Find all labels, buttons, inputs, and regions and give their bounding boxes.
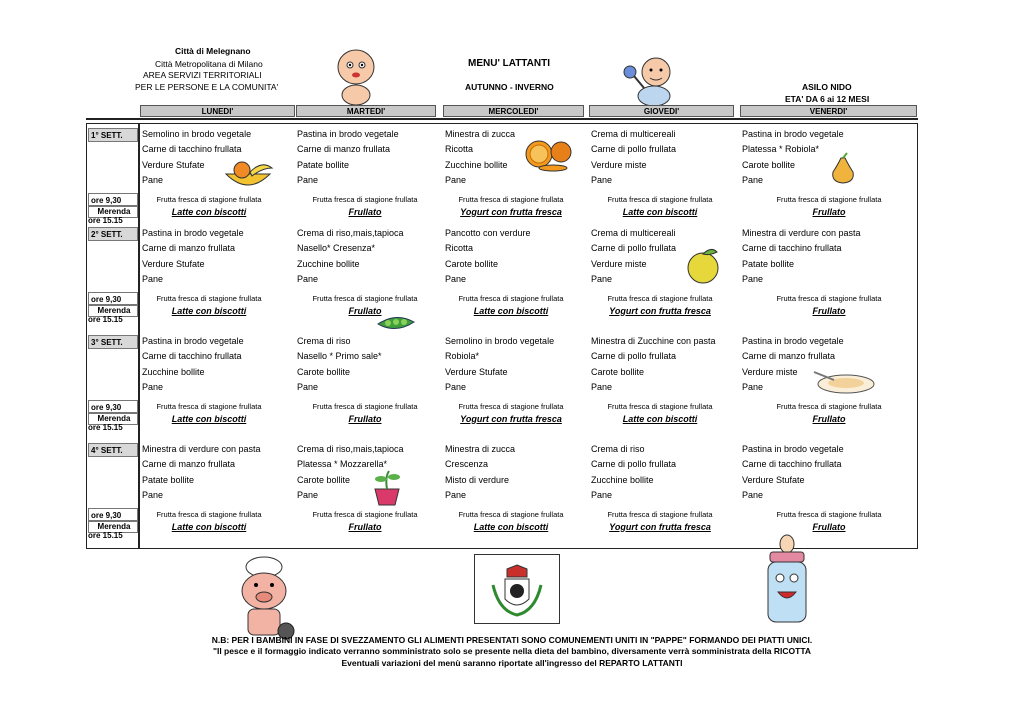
menu-item: Crescenza bbox=[445, 459, 489, 470]
day-header-thu: GIOVEDI' bbox=[589, 105, 734, 117]
time-morning-label: ore 9,30 bbox=[88, 292, 138, 305]
snack-item: Frullato bbox=[348, 305, 382, 316]
baby-bottle-icon bbox=[760, 534, 814, 626]
plate-icon bbox=[812, 368, 876, 396]
menu-item: Pastina in brodo vegetale bbox=[142, 228, 244, 238]
day-header-tue: MARTEDI' bbox=[296, 105, 436, 117]
fruit-item: Frutta fresca di stagione frullata bbox=[312, 509, 418, 519]
city-name: Città di Melegnano bbox=[175, 46, 251, 56]
menu-item: Carne di pollo frullata bbox=[591, 459, 677, 470]
menu-item: Carne di pollo frullata bbox=[591, 144, 677, 155]
menu-item: Minestra di verdure con pasta bbox=[742, 228, 861, 238]
menu-item: Verdure Stufate bbox=[742, 474, 805, 485]
time-afternoon-label: ore 15.15 bbox=[88, 314, 123, 324]
snack-label: Merenda bbox=[88, 413, 138, 425]
menu-item: Nasello* Cresenza* bbox=[297, 243, 376, 254]
menu-item: Pane bbox=[297, 490, 319, 501]
snack-item: Latte con biscotti bbox=[473, 521, 549, 532]
menu-item: Semolino in brodo vegetale bbox=[142, 129, 252, 139]
fruit-item: Frutta fresca di stagione frullata bbox=[607, 401, 713, 411]
pear-icon bbox=[823, 152, 863, 186]
menu-item: Zucchine bollite bbox=[142, 366, 205, 377]
metro-name: Città Metropolitana di Milano bbox=[155, 59, 263, 69]
menu-item: Minestra di Zucchine con pasta bbox=[591, 336, 716, 346]
fruit-item: Frutta fresca di stagione frullata bbox=[607, 293, 713, 303]
menu-item: Pane bbox=[297, 274, 319, 285]
menu-item: Carote bollite bbox=[297, 366, 351, 377]
menu-item: Crema di multicereali bbox=[591, 129, 676, 139]
fruit-item: Frutta fresca di stagione frullata bbox=[776, 194, 882, 204]
menu-item: Pane bbox=[297, 175, 319, 186]
snack-item: Yogurt con frutta fresca bbox=[609, 305, 711, 316]
snack-item: Latte con biscotti bbox=[171, 521, 247, 532]
fruit-item: Frutta fresca di stagione frullata bbox=[156, 293, 262, 303]
menu-item: Verdure miste bbox=[591, 258, 647, 269]
menu-item: Pastina in brodo vegetale bbox=[742, 336, 844, 346]
menu-item: Verdure miste bbox=[742, 366, 798, 377]
fruit-item: Frutta fresca di stagione frullata bbox=[776, 293, 882, 303]
menu-item: Robiola* bbox=[445, 351, 480, 362]
fruit-item: Frutta fresca di stagione frullata bbox=[312, 401, 418, 411]
fruit-item: Frutta fresca di stagione frullata bbox=[776, 401, 882, 411]
dept-name: PER LE PERSONE E LA COMUNITA' bbox=[135, 82, 279, 92]
snack-item: Latte con biscotti bbox=[473, 305, 549, 316]
snack-item: Latte con biscotti bbox=[622, 413, 698, 424]
time-afternoon-label: ore 15.15 bbox=[88, 530, 123, 540]
menu-item: Pane bbox=[591, 382, 613, 393]
menu-item: Carote bollite bbox=[742, 159, 796, 170]
time-afternoon-label: ore 15.15 bbox=[88, 215, 123, 225]
menu-item: Nasello * Primo sale* bbox=[297, 351, 382, 362]
fruit-item: Frutta fresca di stagione frullata bbox=[458, 509, 564, 519]
footer-note-2: "Il pesce e il formaggio indicato verranno somministrato solo se presente nella dieta del bambino, diversamente verrà somministrata della RICOTTA bbox=[212, 646, 812, 656]
snack-item: Frullato bbox=[812, 521, 846, 532]
footer-note-3: Eventuali variazioni del menù saranno riportate all'ingresso del REPARTO LATTANTI bbox=[341, 658, 683, 668]
week-label: 2° SETT. bbox=[88, 227, 138, 241]
menu-item: Verdure Stufate bbox=[142, 258, 205, 269]
baby-rattle-icon bbox=[620, 52, 680, 110]
area-name: AREA SERVIZI TERRITORIALI bbox=[143, 70, 262, 80]
fruit-item: Frutta fresca di stagione frullata bbox=[156, 509, 262, 519]
fruit-item: Frutta fresca di stagione frullata bbox=[458, 194, 564, 204]
menu-item: Carote bollite bbox=[297, 474, 351, 485]
menu-item: Crema di riso bbox=[297, 336, 351, 346]
menu-item: Patate bollite bbox=[142, 474, 195, 485]
fruit-item: Frutta fresca di stagione frullata bbox=[607, 509, 713, 519]
fruit-item: Frutta fresca di stagione frullata bbox=[458, 293, 564, 303]
time-morning-label: ore 9,30 bbox=[88, 508, 138, 521]
snack-label: Merenda bbox=[88, 206, 138, 218]
snack-item: Frullato bbox=[348, 206, 382, 217]
fruit-item: Frutta fresca di stagione frullata bbox=[312, 194, 418, 204]
menu-item: Pane bbox=[142, 382, 164, 393]
label-column-divider bbox=[138, 123, 140, 549]
snack-item: Latte con biscotti bbox=[622, 206, 698, 217]
menu-item: Crema di riso bbox=[591, 444, 645, 454]
day-header-wed: MERCOLEDI' bbox=[443, 105, 584, 117]
menu-item: Carne di manzo frullata bbox=[142, 243, 236, 254]
time-morning-label: ore 9,30 bbox=[88, 193, 138, 206]
snack-item: Yogurt con frutta fresca bbox=[609, 521, 711, 532]
footer-note-1: N.B: PER I BAMBINI IN FASE DI SVEZZAMENTO GLI ALIMENTI PRESENTATI SONO COMUNEMENTI UNITI IN "PAPPE" FORMANDO DEI PIATTI UNICI. bbox=[211, 635, 813, 645]
menu-item: Pastina in brodo vegetale bbox=[297, 129, 399, 139]
menu-item: Pane bbox=[742, 175, 764, 186]
snack-item: Yogurt con frutta fresca bbox=[460, 206, 562, 217]
snack-item: Frullato bbox=[348, 521, 382, 532]
menu-item: Pane bbox=[445, 274, 467, 285]
menu-item: Pane bbox=[142, 175, 164, 186]
menu-item: Pane bbox=[142, 490, 164, 501]
menu-item: Platessa * Mozzarella* bbox=[297, 459, 388, 470]
time-morning-label: ore 9,30 bbox=[88, 400, 138, 413]
menu-item: Zucchine bollite bbox=[591, 474, 654, 485]
menu-item: Ricotta bbox=[445, 144, 474, 155]
menu-item: Pane bbox=[591, 490, 613, 501]
day-header-mon: LUNEDI' bbox=[140, 105, 295, 117]
peas-icon bbox=[376, 312, 416, 334]
table-top-rule bbox=[86, 118, 918, 120]
menu-item: Carne di manzo frullata bbox=[142, 459, 236, 470]
menu-item: Verdure Stufate bbox=[142, 159, 205, 170]
menu-item: Patate bollite bbox=[297, 159, 350, 170]
school-name: ASILO NIDO bbox=[802, 82, 852, 92]
snack-label: Merenda bbox=[88, 521, 138, 533]
orange-icon bbox=[523, 136, 573, 172]
menu-item: Pane bbox=[445, 382, 467, 393]
chef-pig-icon bbox=[224, 553, 304, 643]
menu-item: Carote bollite bbox=[445, 258, 499, 269]
plant-pot-icon bbox=[367, 469, 407, 507]
menu-item: Pane bbox=[445, 175, 467, 186]
fruit-item: Frutta fresca di stagione frullata bbox=[458, 401, 564, 411]
snack-item: Frullato bbox=[812, 413, 846, 424]
menu-item: Pane bbox=[742, 274, 764, 285]
menu-item: Carne di pollo frullata bbox=[591, 351, 677, 362]
city-crest-icon bbox=[475, 555, 559, 623]
fruit-bowl-icon bbox=[222, 158, 274, 192]
menu-item: Pane bbox=[591, 175, 613, 186]
menu-item: Minestra di zucca bbox=[445, 129, 516, 139]
menu-item: Pastina in brodo vegetale bbox=[142, 336, 244, 346]
menu-item: Pane bbox=[297, 382, 319, 393]
menu-item: Pane bbox=[445, 490, 467, 501]
menu-item: Verdure miste bbox=[591, 159, 647, 170]
menu-item: Misto di verdure bbox=[445, 474, 510, 485]
menu-item: Pancotto con verdure bbox=[445, 228, 531, 238]
fruit-item: Frutta fresca di stagione frullata bbox=[156, 194, 262, 204]
menu-item: Zucchine bollite bbox=[297, 258, 360, 269]
menu-item: Zucchine bollite bbox=[445, 159, 508, 170]
week-label: 1° SETT. bbox=[88, 128, 138, 142]
page-title: MENU' LATTANTI bbox=[468, 58, 550, 69]
snack-item: Frullato bbox=[812, 206, 846, 217]
fruit-item: Frutta fresca di stagione frullata bbox=[312, 293, 418, 303]
menu-item: Pane bbox=[742, 382, 764, 393]
menu-item: Minestra di zucca bbox=[445, 444, 516, 454]
city-crest-frame bbox=[474, 554, 560, 624]
menu-item: Carne di tacchino frullata bbox=[742, 243, 842, 254]
menu-item: Minestra di verdure con pasta bbox=[142, 444, 261, 454]
apple-icon bbox=[683, 244, 723, 284]
menu-item: Platessa * Robiola* bbox=[742, 144, 820, 155]
menu-item: Pane bbox=[591, 274, 613, 285]
menu-item: Carote bollite bbox=[591, 366, 645, 377]
fruit-item: Frutta fresca di stagione frullata bbox=[776, 509, 882, 519]
day-header-fri: VENERDI' bbox=[740, 105, 917, 117]
menu-item: Carne di manzo frullata bbox=[297, 144, 391, 155]
menu-item: Pane bbox=[142, 274, 164, 285]
fruit-item: Frutta fresca di stagione frullata bbox=[156, 401, 262, 411]
week-label: 3° SETT. bbox=[88, 335, 138, 349]
menu-item: Ricotta bbox=[445, 243, 474, 254]
menu-item: Crema di multicereali bbox=[591, 228, 676, 238]
time-afternoon-label: ore 15.15 bbox=[88, 422, 123, 432]
menu-item: Semolino in brodo vegetale bbox=[445, 336, 555, 346]
menu-item: Patate bollite bbox=[742, 258, 795, 269]
menu-item: Carne di pollo frullata bbox=[591, 243, 677, 254]
snack-item: Frullato bbox=[348, 413, 382, 424]
menu-item: Carne di tacchino frullata bbox=[142, 144, 242, 155]
week-label: 4° SETT. bbox=[88, 443, 138, 457]
age-range: ETA' DA 6 ai 12 MESI bbox=[785, 94, 870, 104]
snack-item: Yogurt con frutta fresca bbox=[460, 413, 562, 424]
snack-item: Latte con biscotti bbox=[171, 305, 247, 316]
menu-item: Crema di riso,mais,tapioca bbox=[297, 444, 404, 454]
menu-item: Carne di manzo frullata bbox=[742, 351, 836, 362]
menu-item: Crema di riso,mais,tapioca bbox=[297, 228, 404, 238]
menu-item: Carne di tacchino frullata bbox=[142, 351, 242, 362]
snack-item: Latte con biscotti bbox=[171, 413, 247, 424]
baby-icon bbox=[330, 45, 382, 107]
menu-item: Verdure Stufate bbox=[445, 366, 508, 377]
fruit-item: Frutta fresca di stagione frullata bbox=[607, 194, 713, 204]
menu-item: Pastina in brodo vegetale bbox=[742, 444, 844, 454]
menu-item: Carne di tacchino frullata bbox=[742, 459, 842, 470]
snack-item: Latte con biscotti bbox=[171, 206, 247, 217]
season: AUTUNNO - INVERNO bbox=[465, 82, 554, 92]
menu-item: Pane bbox=[742, 490, 764, 501]
snack-item: Frullato bbox=[812, 305, 846, 316]
menu-item: Pastina in brodo vegetale bbox=[742, 129, 844, 139]
snack-label: Merenda bbox=[88, 305, 138, 317]
